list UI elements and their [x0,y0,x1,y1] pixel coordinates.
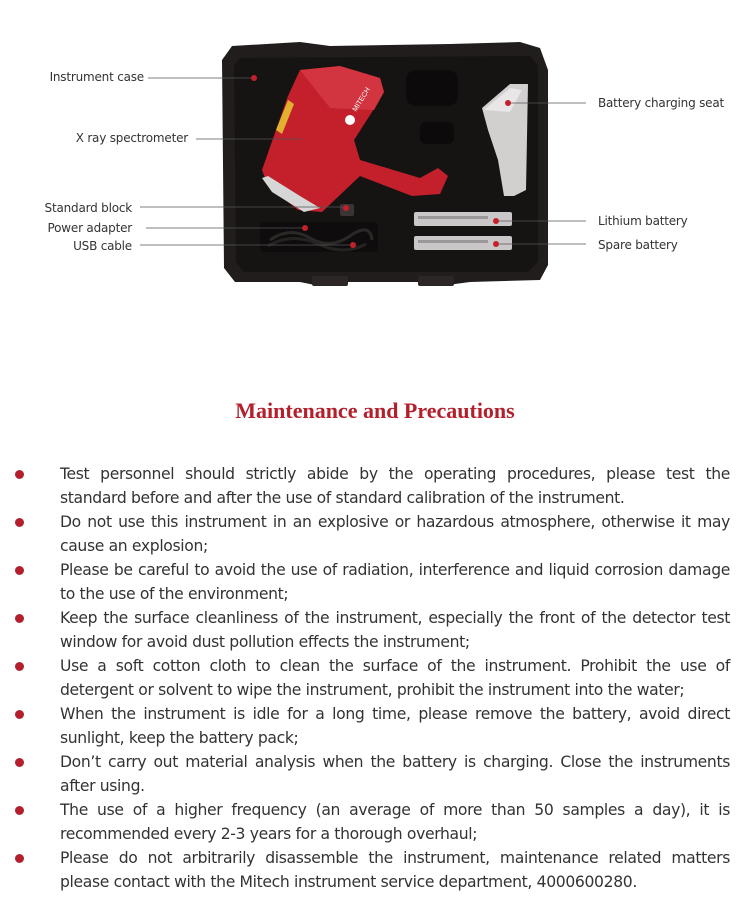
callout-spare-battery: Spare battery [598,238,678,252]
list-item [0,654,750,702]
list-item-text: When the instrument is idle for a long time, please remove the battery, avoid direct sunlight, keep the battery pack; [60,705,730,747]
list-item-text: Please do not arbitrarily disassemble the instrument, maintenance related matters please contact with the Mitech instrument service department, 4000600280. [60,849,730,891]
bullet-icon [15,662,24,671]
list-item [0,558,750,606]
callout-xray-spectrometer: X ray spectrometer [75,131,188,145]
list-item-text: Use a soft cotton cloth to clean the surface of the instrument. Prohibit the use of detergent or solvent to wipe the instrument, prohibit the instrument into the water; [60,657,730,699]
instrument-case-illustration [0,0,750,330]
bullet-icon [15,566,24,575]
list-item-text: Keep the surface cleanliness of the instrument, especially the front of the detector test window for avoid dust pollution effects the instrument; [60,609,730,651]
list-item [0,846,750,894]
list-item [0,750,750,798]
list-item-text: Don’t carry out material analysis when the battery is charging. Close the instruments after using. [60,753,730,795]
bullet-icon [15,710,24,719]
list-item-text: Please be careful to avoid the use of radiation, interference and liquid corrosion damage to the use of the environment; [60,561,730,603]
list-item-text: Do not use this instrument in an explosive or hazardous atmosphere, otherwise it may cause an explosion; [60,513,730,555]
bullet-icon [15,854,24,863]
bullet-icon [15,758,24,767]
list-item-text: Test personnel should strictly abide by the operating procedures, please test the standard before and after the use of standard calibration of the instrument. [60,465,730,507]
callout-battery-charging-seat: Battery charging seat [598,96,724,110]
callout-instrument-case: Instrument case [49,70,144,84]
bullet-icon [15,470,24,479]
bullet-icon [15,614,24,623]
product-figure [0,0,750,330]
callout-usb-cable: USB cable [73,239,132,253]
bullet-icon [15,518,24,527]
section-title: Maintenance and Precautions [235,398,515,423]
callout-standard-block: Standard block [44,201,132,215]
list-item [0,606,750,654]
list-item [0,510,750,558]
callout-power-adapter: Power adapter [47,221,132,235]
list-item-text: The use of a higher frequency (an average of more than 50 samples a day), it is recommended every 2-3 years for a thorough overhaul; [60,801,730,843]
list-item [0,798,750,846]
list-item [0,462,750,510]
bullet-icon [15,806,24,815]
callout-lithium-battery: Lithium battery [598,214,688,228]
list-item [0,702,750,750]
precautions-list [0,462,750,894]
brand-mark: MITECH [351,86,372,114]
